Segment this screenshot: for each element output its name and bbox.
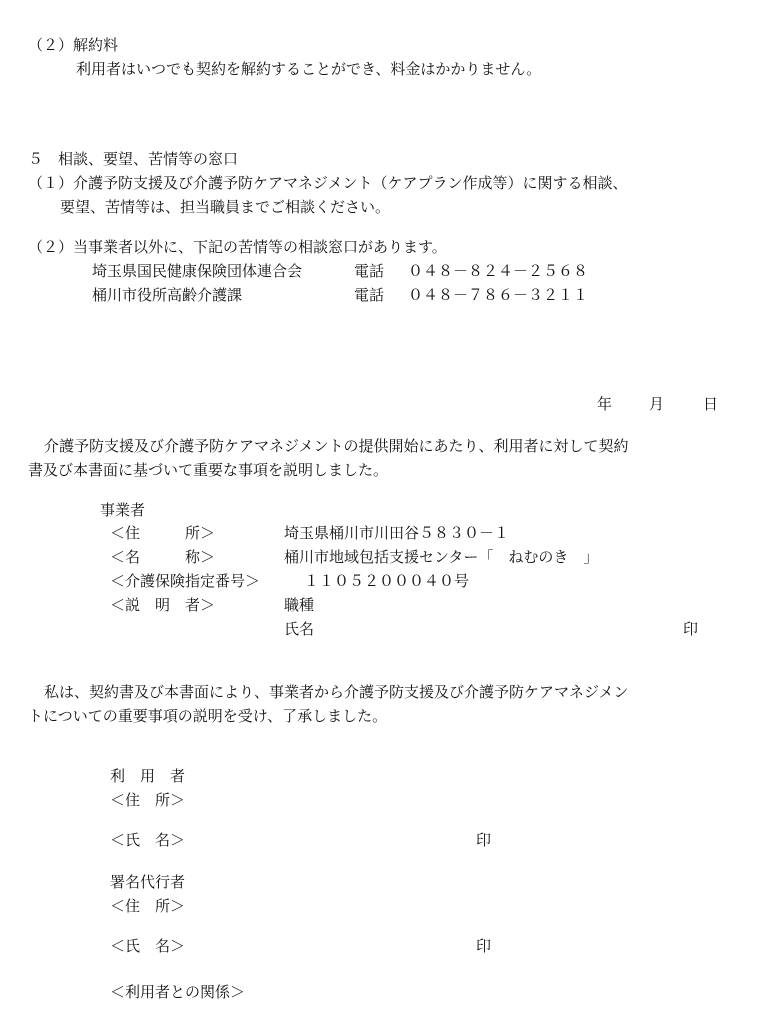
contact-name: 桶川市役所高齢介護課 (92, 286, 243, 304)
contact-name: 埼玉県国民健康保険団体連合会 (92, 262, 303, 280)
consultation-heading: ５ 相談、要望、苦情等の窓口 (28, 150, 239, 168)
provider-seal: 印 (683, 620, 699, 638)
provider-name-label: ＜名 称＞ (110, 548, 216, 566)
user-address-label: ＜住 所＞ (110, 791, 186, 809)
date-month: 月 (649, 395, 665, 413)
consultation-item1-line2: 要望、苦情等は、担当職員までご相談ください。 (60, 198, 391, 216)
explanation-line1: 介護予防支援及び介護予防ケアマネジメントの提供開始にあたり、利用者に対して契約 (44, 437, 629, 455)
proxy-relation-label: ＜利用者との関係＞ (110, 983, 246, 1001)
contact-phone-label: 電話 (354, 262, 385, 280)
provider-number-value: １１０５２０００４０号 (304, 572, 470, 590)
provider-number-label: ＜介護保険指定番号＞ (110, 572, 261, 590)
user-name-label: ＜氏 名＞ (110, 831, 186, 849)
cancel-fee-body: 利用者はいつでも契約を解約することができ、料金はかかりません。 (76, 60, 542, 78)
consent-line2: トについての重要事項の説明を受け、了承しました。 (28, 707, 388, 725)
provider-name-value: 桶川市地域包括支援センター「 ねむのき 」 (284, 548, 599, 566)
cancel-fee-heading: （２）解約料 (28, 36, 119, 54)
user-heading: 利 用 者 (110, 767, 186, 785)
provider-person-label: 氏名 (284, 620, 315, 638)
provider-role-label: 職種 (284, 596, 315, 614)
date-year: 年 (597, 395, 613, 413)
provider-explainer-label: ＜説 明 者＞ (110, 596, 216, 614)
proxy-seal: 印 (476, 937, 492, 955)
proxy-name-label: ＜氏 名＞ (110, 937, 186, 955)
provider-address-value: 埼玉県桶川市川田谷５８３０－１ (284, 524, 510, 542)
explanation-line2: 書及び本書面に基づいて重要な事項を説明しました。 (28, 461, 389, 479)
consent-line1: 私は、契約書及び本書面により、事業者から介護予防支援及び介護予防ケアマネジメン (44, 683, 629, 701)
contact-phone: ０４８－８２４－２５６８ (408, 262, 589, 280)
consultation-item1-line1: （１）介護予防支援及び介護予防ケアマネジメント（ケアプラン作成等）に関する相談、 (28, 174, 628, 192)
proxy-address-label: ＜住 所＞ (110, 897, 186, 915)
contact-phone-label: 電話 (354, 286, 385, 304)
proxy-heading: 署名代行者 (110, 873, 186, 891)
provider-address-label: ＜住 所＞ (110, 524, 216, 542)
consultation-item2: （２）当事業者以外に、下記の苦情等の相談窓口があります。 (28, 238, 447, 256)
date-day: 日 (703, 395, 719, 413)
user-seal: 印 (476, 831, 492, 849)
provider-heading: 事業者 (100, 501, 146, 519)
contact-phone: ０４８－７８６－３２１１ (408, 286, 589, 304)
